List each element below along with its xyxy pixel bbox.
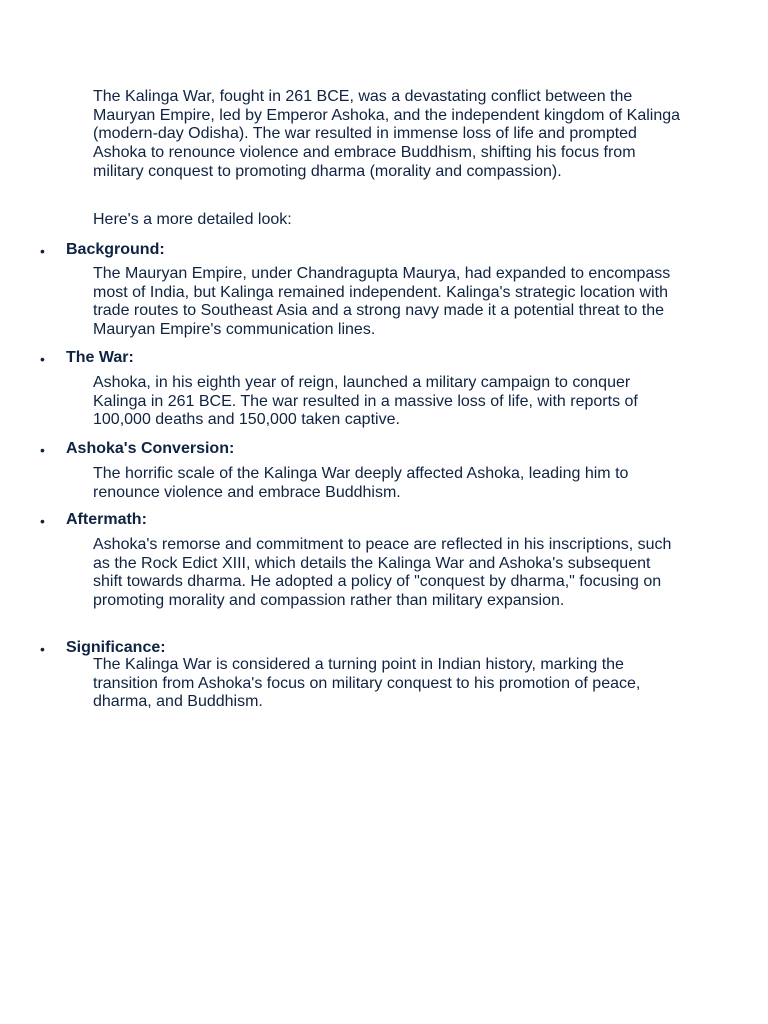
section-heading: The War: (66, 349, 134, 366)
section-text: The Mauryan Empire, under Chandragupta Maurya, had expanded to encompass most of India, but Kalinga remained independent. Kalinga's strategic location with trade routes to Southeast Asia and a strong navy made it a potential threat to the Mauryan Empire's communication lines. (93, 265, 671, 339)
section-text: Ashoka, in his eighth year of reign, launched a military campaign to conquer Kalinga in 261 BCE. The war resulted in a massive loss of life, with reports of 100,000 deaths and 150,000 taken captive. (93, 374, 638, 429)
section-heading: Background: (66, 241, 165, 258)
bullet-marker: • (40, 243, 45, 259)
section-heading: Ashoka's Conversion: (66, 440, 235, 457)
lead-line: Here's a more detailed look: (93, 211, 292, 228)
section-heading: Significance: (66, 639, 166, 656)
section-heading: Aftermath: (66, 511, 147, 528)
bullet-marker: • (40, 442, 45, 458)
section-text: The horrific scale of the Kalinga War deeply affected Ashoka, leading him to renounce violence and embrace Buddhism. (93, 465, 629, 501)
intro-paragraph: The Kalinga War, fought in 261 BCE, was a devastating conflict between the Mauryan Empire, led by Emperor Ashoka, and the independent kingdom of Kalinga (modern-day Odisha). The war resulted in immense loss of life and prompted Ashoka to renounce violence and embrace Buddhism, shifting his focus from military conquest to promoting dharma (morality and compassion). (93, 88, 681, 180)
bullet-marker: • (40, 351, 45, 367)
bullet-marker: • (40, 513, 45, 529)
section-text: Ashoka's remorse and commitment to peace are reflected in his inscriptions, such as the Rock Edict XIII, which details the Kalinga War and Ashoka's subsequent shift towards dharma. He adopted a policy of "conquest by dharma," focusing on promoting morality and compassion rather than military expansion. (93, 536, 672, 610)
section-text: The Kalinga War is considered a turning point in Indian history, marking the transition from Ashoka's focus on military conquest to his promotion of peace, dharma, and Buddhism. (93, 656, 641, 711)
bullet-marker: • (40, 641, 45, 657)
